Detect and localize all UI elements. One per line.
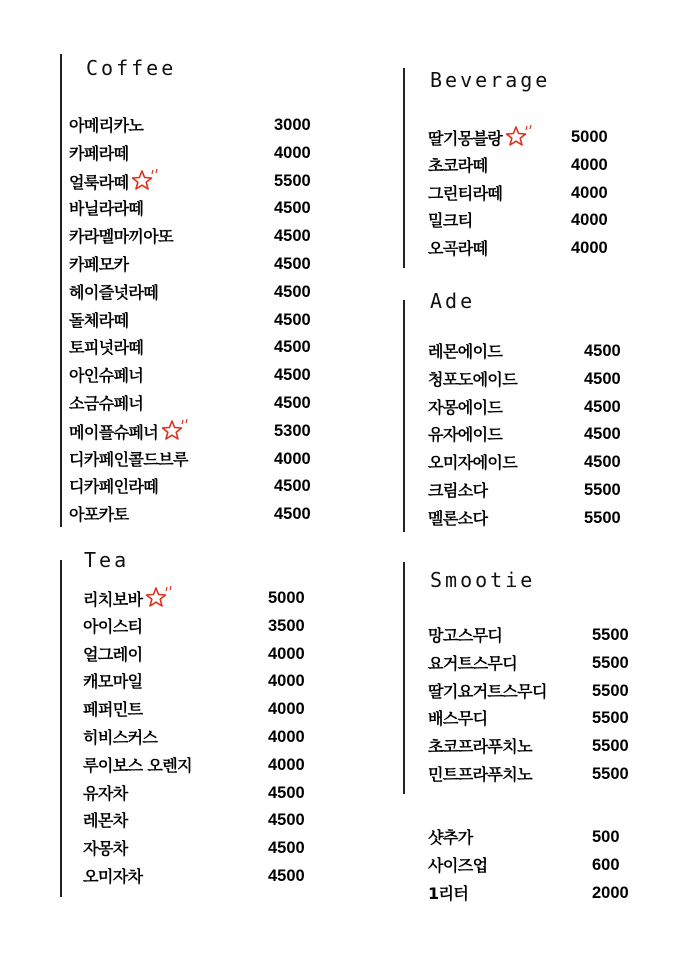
menu-item-name bbox=[428, 705, 487, 732]
extras-menu-list bbox=[428, 824, 648, 907]
menu-item bbox=[428, 650, 648, 678]
menu-item-price: 5500 bbox=[592, 737, 629, 756]
menu-item-price: 4000 bbox=[571, 155, 608, 174]
menu-item-name bbox=[83, 696, 142, 723]
menu-item-price: 4500 bbox=[274, 282, 311, 301]
menu-item-price: 4000 bbox=[274, 143, 311, 162]
menu-item-name bbox=[428, 366, 517, 393]
menu-item-price: 4500 bbox=[584, 369, 621, 388]
menu-item-name bbox=[428, 207, 473, 234]
menu-item bbox=[428, 824, 648, 852]
menu-item bbox=[69, 473, 329, 501]
menu-item-price: 4500 bbox=[584, 342, 621, 360]
menu-item bbox=[69, 195, 329, 223]
menu-item-name-text: 초코라떼 bbox=[428, 155, 488, 175]
menu-item-name-text: 민트프라푸치노 bbox=[428, 764, 532, 784]
menu-item-name-text: 유자에이드 bbox=[428, 425, 503, 445]
menu-item bbox=[428, 421, 638, 449]
menu-item-name-text: 카라멜마끼아또 bbox=[69, 227, 173, 247]
menu-item bbox=[428, 235, 628, 263]
menu-item-price: 5500 bbox=[592, 681, 629, 700]
menu-item-price: 4500 bbox=[274, 199, 311, 218]
menu-item-name-text: 히비스커스 bbox=[83, 727, 158, 747]
menu-item-name bbox=[428, 880, 468, 907]
menu-item-price: 5500 bbox=[274, 171, 311, 190]
tea-divider bbox=[60, 560, 62, 897]
menu-item-price: 4500 bbox=[274, 338, 311, 357]
menu-item-price: 5300 bbox=[274, 421, 311, 440]
menu-item-price: 3500 bbox=[268, 616, 305, 635]
menu-item bbox=[428, 394, 638, 422]
menu-item-price: 4500 bbox=[274, 227, 311, 246]
menu-item-name bbox=[428, 733, 532, 760]
menu-item-name-text: 딸기몽블랑 bbox=[428, 129, 503, 148]
menu-item-name bbox=[83, 668, 142, 695]
menu-item-name-text: 배스무디 bbox=[428, 709, 488, 729]
menu-item-price: 4500 bbox=[274, 505, 311, 524]
menu-item-name bbox=[69, 112, 143, 139]
menu-item bbox=[428, 761, 648, 789]
menu-item-name bbox=[428, 449, 517, 476]
menu-item-name-text: 요거트스무디 bbox=[428, 653, 518, 673]
red-star-doodle-icon bbox=[161, 418, 191, 442]
menu-item bbox=[69, 446, 329, 474]
menu-item bbox=[69, 418, 329, 446]
menu-item-price: 5500 bbox=[592, 626, 629, 644]
menu-item bbox=[83, 641, 323, 669]
tea-title: Tea bbox=[84, 548, 130, 572]
menu-item-name-text: 자몽차 bbox=[83, 839, 128, 859]
menu-item bbox=[69, 140, 329, 168]
menu-item bbox=[83, 780, 323, 808]
menu-item bbox=[83, 807, 323, 835]
menu-item bbox=[428, 505, 638, 533]
menu-item-price: 4000 bbox=[571, 211, 608, 230]
menu-item-price: 4500 bbox=[274, 254, 311, 273]
beverage-title: Beverage bbox=[430, 68, 551, 92]
menu-item-name bbox=[83, 835, 128, 862]
menu-item bbox=[428, 852, 648, 880]
menu-item-name bbox=[428, 421, 502, 448]
menu-item-name-text: 1리터 bbox=[428, 883, 469, 903]
ade-menu-list bbox=[428, 338, 638, 533]
menu-item-name-text: 아포카토 bbox=[69, 505, 129, 525]
menu-item-name-text: 소금슈페너 bbox=[69, 393, 144, 413]
menu-item-name bbox=[69, 390, 143, 417]
menu-item-name-text: 오곡라떼 bbox=[428, 239, 488, 259]
menu-item-price: 4500 bbox=[268, 866, 305, 885]
menu-item bbox=[69, 501, 329, 529]
menu-item-price: 4500 bbox=[274, 393, 311, 412]
menu-item-name-text: 멜론소다 bbox=[428, 508, 488, 528]
menu-item-name-text: 디카페인라떼 bbox=[69, 477, 159, 497]
menu-item-name-text: 캐모마일 bbox=[83, 672, 143, 692]
red-star-doodle-icon bbox=[145, 585, 175, 609]
menu-item-price: 4500 bbox=[274, 477, 311, 496]
menu-item-name-text: 토피넛라떼 bbox=[69, 338, 144, 358]
menu-item-name-text: 망고스무디 bbox=[428, 626, 503, 645]
menu-item bbox=[428, 880, 648, 908]
menu-item-name-text: 카페라떼 bbox=[69, 143, 129, 163]
menu-item bbox=[83, 613, 323, 641]
smootie-divider bbox=[403, 562, 405, 794]
menu-item-price: 4500 bbox=[274, 366, 311, 385]
menu-item bbox=[428, 152, 628, 180]
coffee-title: Coffee bbox=[86, 56, 177, 80]
menu-item bbox=[83, 752, 323, 780]
menu-item-price: 4500 bbox=[274, 310, 311, 329]
menu-item-name bbox=[83, 585, 175, 613]
menu-item-name bbox=[428, 477, 487, 504]
menu-item-price: 5500 bbox=[584, 508, 621, 527]
menu-item-name-text: 그린티라떼 bbox=[428, 183, 503, 203]
menu-item-name bbox=[69, 473, 158, 500]
menu-item bbox=[69, 251, 329, 279]
menu-item-name bbox=[428, 622, 502, 649]
menu-item-name-text: 유자차 bbox=[83, 783, 128, 803]
menu-item-name bbox=[428, 152, 487, 179]
menu-item-name bbox=[428, 235, 487, 262]
menu-item-name-text: 카페모카 bbox=[69, 254, 129, 274]
menu-item-price: 4000 bbox=[274, 449, 311, 468]
menu-item bbox=[69, 112, 329, 140]
menu-item-name-text: 아메리카노 bbox=[69, 116, 144, 135]
menu-item bbox=[428, 207, 628, 235]
menu-item-name-text: 오미자에이드 bbox=[428, 453, 518, 473]
menu-item bbox=[69, 279, 329, 307]
menu-item-name bbox=[69, 251, 128, 278]
menu-item bbox=[69, 307, 329, 335]
tea-menu-list bbox=[83, 585, 323, 891]
menu-item bbox=[69, 334, 329, 362]
menu-item-name bbox=[69, 362, 143, 389]
menu-item bbox=[428, 449, 638, 477]
menu-item-name bbox=[69, 279, 158, 306]
menu-item bbox=[69, 223, 329, 251]
menu-item-name bbox=[428, 124, 535, 152]
ade-title: Ade bbox=[430, 289, 476, 313]
menu-item-name bbox=[428, 650, 517, 677]
menu-item bbox=[428, 705, 648, 733]
menu-item-name bbox=[69, 168, 161, 196]
menu-item-price: 4500 bbox=[584, 425, 621, 444]
menu-item-name-text: 헤이즐넛라떼 bbox=[69, 282, 159, 302]
menu-item bbox=[83, 863, 323, 891]
menu-item-name bbox=[83, 807, 128, 834]
menu-item-price: 4500 bbox=[268, 811, 305, 830]
menu-item-name-text: 자몽에이드 bbox=[428, 397, 503, 417]
menu-item-price: 4000 bbox=[268, 672, 305, 691]
menu-item-name-text: 리치보바 bbox=[83, 590, 143, 609]
menu-item bbox=[428, 477, 638, 505]
menu-item-name-text: 디카페인콜드브루 bbox=[69, 449, 188, 469]
menu-item bbox=[428, 678, 648, 706]
red-star-doodle-icon bbox=[505, 124, 535, 148]
menu-item-price: 5500 bbox=[592, 709, 629, 728]
menu-item-price: 4000 bbox=[268, 727, 305, 746]
menu-item-name-text: 돌체라떼 bbox=[69, 310, 129, 330]
menu-item bbox=[428, 338, 638, 366]
menu-item-price: 4000 bbox=[571, 183, 608, 202]
menu-item bbox=[428, 733, 648, 761]
menu-item-name bbox=[428, 505, 487, 532]
menu-item-name bbox=[428, 338, 502, 365]
menu-item-price: 4500 bbox=[268, 839, 305, 858]
menu-item-name bbox=[83, 752, 192, 779]
menu-item bbox=[83, 835, 323, 863]
menu-item-price: 2000 bbox=[592, 883, 629, 902]
menu-item-name-text: 청포도에이드 bbox=[428, 369, 518, 389]
menu-item-name-text: 페퍼민트 bbox=[83, 700, 143, 720]
menu-item-price: 5500 bbox=[592, 764, 629, 783]
menu-item bbox=[83, 668, 323, 696]
menu-item-price: 5500 bbox=[584, 480, 621, 499]
menu-item-name-text: 사이즈업 bbox=[428, 855, 488, 875]
menu-item-name-text: 아인슈페너 bbox=[69, 366, 144, 386]
menu-item bbox=[69, 390, 329, 418]
menu-item-name bbox=[69, 418, 191, 446]
menu-item-name bbox=[69, 307, 128, 334]
menu-item-name-text: 초코프라푸치노 bbox=[428, 737, 532, 757]
menu-item-name-text: 얼그레이 bbox=[83, 644, 143, 664]
menu-item-name-text: 크림소다 bbox=[428, 480, 488, 500]
menu-item-name bbox=[428, 761, 532, 788]
coffee-menu-list bbox=[69, 112, 329, 529]
menu-item-name-text: 얼룩라떼 bbox=[69, 172, 129, 192]
menu-item bbox=[83, 724, 323, 752]
menu-item-name bbox=[69, 501, 128, 528]
menu-item-price: 4000 bbox=[571, 239, 608, 258]
smootie-menu-list bbox=[428, 622, 648, 789]
menu-item bbox=[428, 366, 638, 394]
menu-item-name bbox=[83, 641, 142, 668]
menu-item-name bbox=[69, 334, 143, 361]
beverage-divider bbox=[403, 68, 405, 268]
menu-item-price: 4000 bbox=[268, 755, 305, 774]
menu-item bbox=[83, 696, 323, 724]
ade-divider bbox=[403, 300, 405, 532]
menu-item-name-text: 밀크티 bbox=[428, 211, 473, 231]
menu-item-price: 5000 bbox=[571, 128, 608, 146]
smootie-title: Smootie bbox=[430, 568, 536, 592]
menu-item-name-text: 아이스티 bbox=[83, 616, 143, 636]
menu-item-name-text: 메이플슈페너 bbox=[69, 422, 159, 442]
menu-item-name-text: 레몬에이드 bbox=[428, 342, 503, 361]
menu-item-price: 4500 bbox=[584, 453, 621, 472]
menu-item-name bbox=[83, 613, 142, 640]
coffee-divider bbox=[60, 54, 62, 527]
menu-item-name bbox=[69, 195, 143, 222]
menu-item bbox=[428, 180, 628, 208]
menu-item-name bbox=[83, 724, 157, 751]
menu-item-price: 4000 bbox=[268, 644, 305, 663]
menu-item bbox=[69, 168, 329, 196]
menu-item-name bbox=[428, 180, 502, 207]
menu-item-price: 3000 bbox=[274, 116, 311, 134]
menu-item-name-text: 오미자차 bbox=[83, 866, 143, 886]
menu-item bbox=[83, 585, 323, 613]
menu-item-price: 500 bbox=[592, 828, 620, 846]
beverage-menu-list bbox=[428, 124, 628, 263]
menu-item-name bbox=[428, 678, 547, 705]
menu-item-name-text: 루이보스 오렌지 bbox=[83, 755, 192, 775]
menu-item-name bbox=[69, 140, 128, 167]
menu-item-price: 600 bbox=[592, 855, 620, 874]
menu-item bbox=[69, 362, 329, 390]
menu-item-name-text: 바닐라라떼 bbox=[69, 199, 144, 219]
menu-item-name-text: 레몬차 bbox=[83, 811, 128, 831]
menu-item-name bbox=[69, 223, 173, 250]
menu-item-name-text: 딸기요거트스무디 bbox=[428, 681, 547, 701]
menu-item-price: 4500 bbox=[584, 397, 621, 416]
menu-item-price: 5500 bbox=[592, 653, 629, 672]
menu-item-name bbox=[428, 394, 502, 421]
menu-item-name bbox=[83, 863, 142, 890]
menu-item-name-text: 샷추가 bbox=[428, 828, 473, 847]
menu-item-price: 4500 bbox=[268, 783, 305, 802]
menu-item-name bbox=[428, 852, 487, 879]
menu-item bbox=[428, 124, 628, 152]
menu-item-name bbox=[83, 780, 128, 807]
menu-item-name bbox=[428, 824, 473, 851]
menu-item-price: 4000 bbox=[268, 700, 305, 719]
red-star-doodle-icon bbox=[131, 168, 161, 192]
menu-item-price: 5000 bbox=[268, 589, 305, 607]
menu-item bbox=[428, 622, 648, 650]
menu-item-name bbox=[69, 446, 188, 473]
